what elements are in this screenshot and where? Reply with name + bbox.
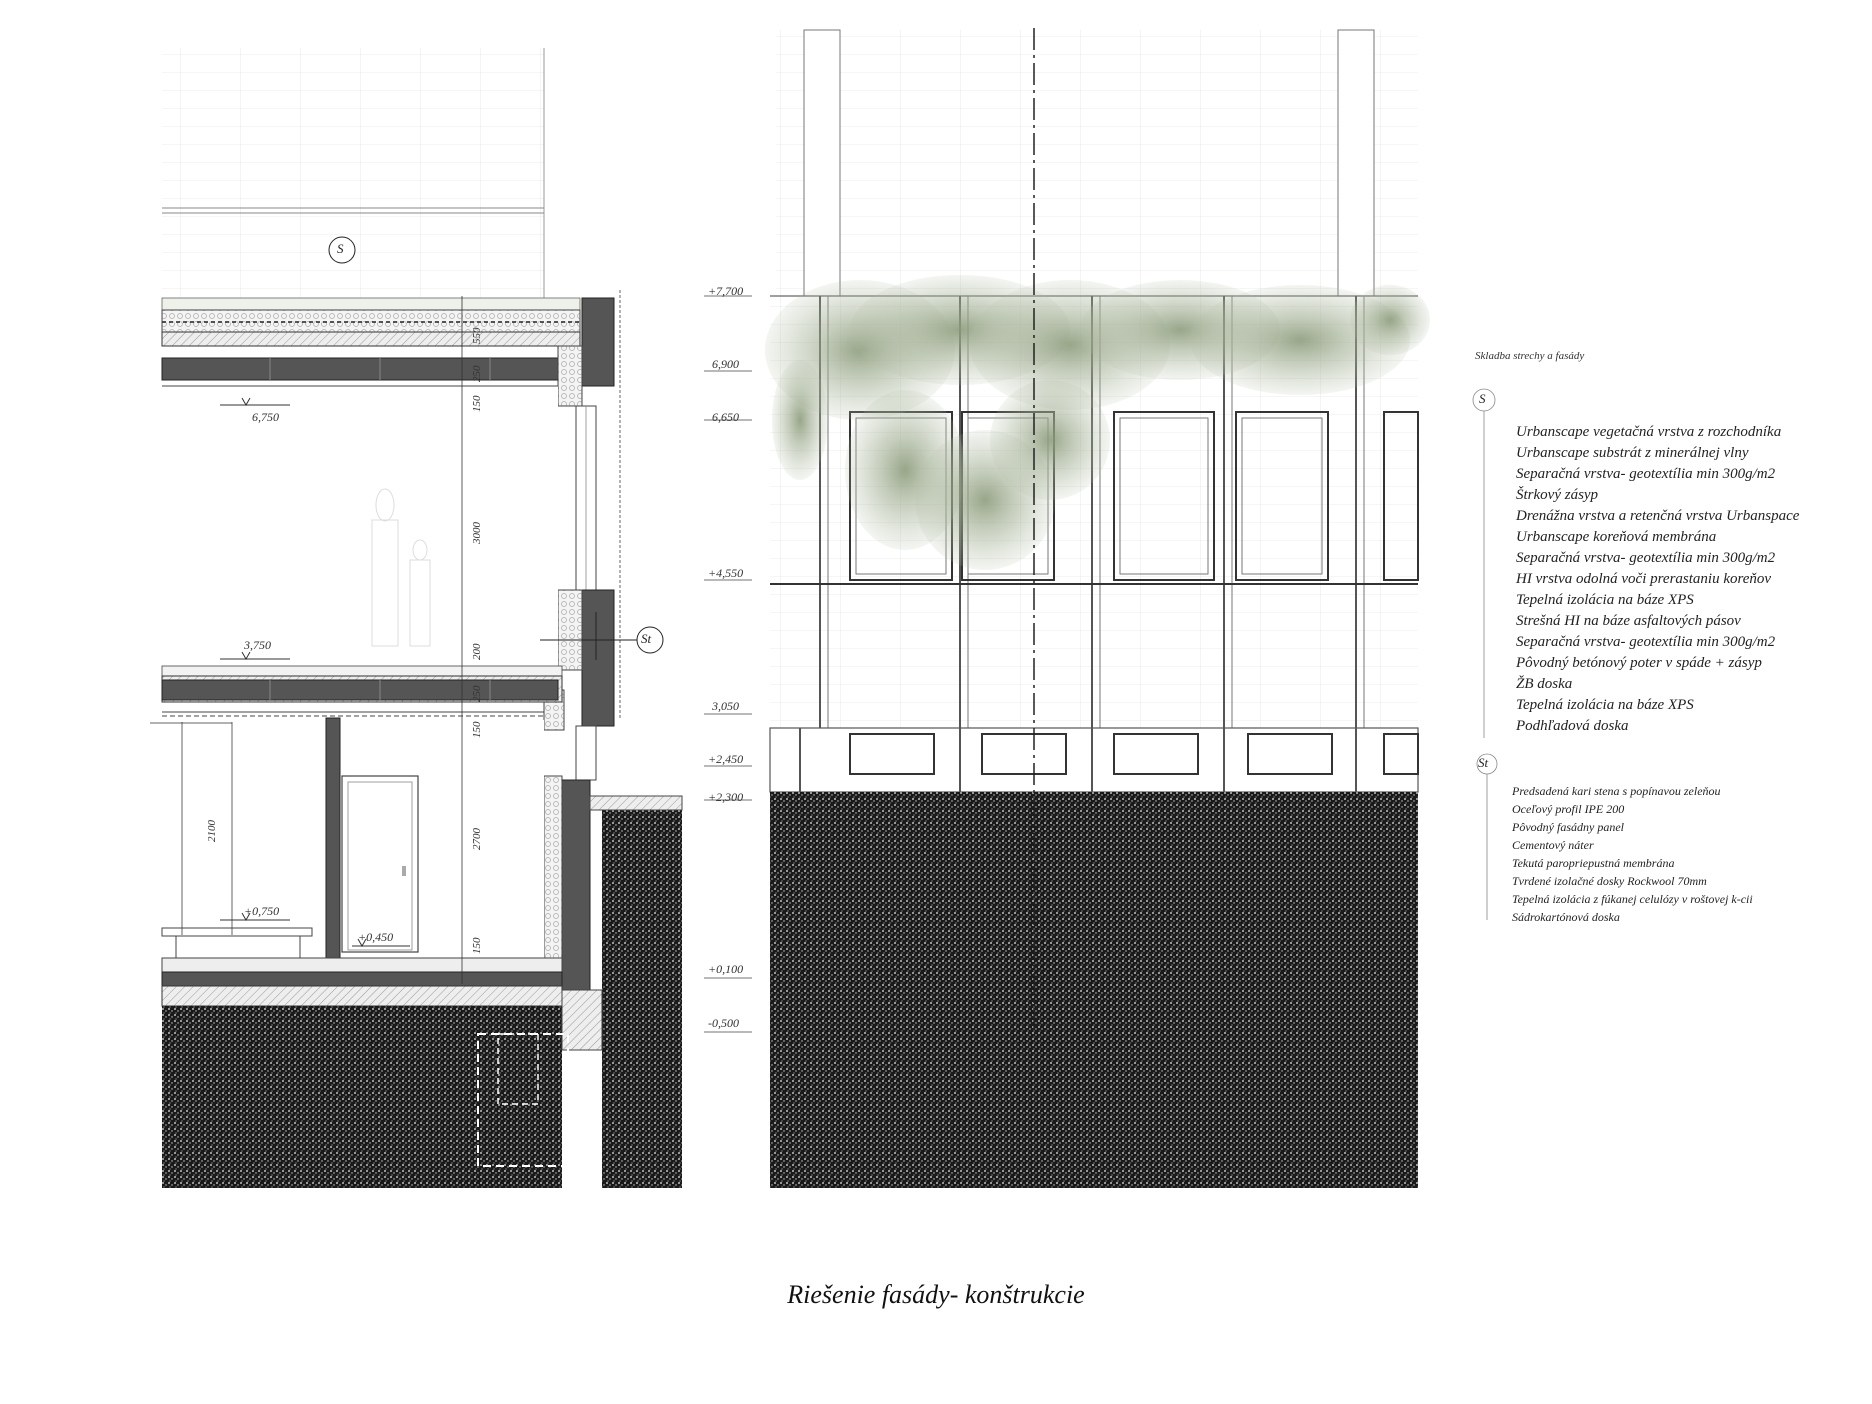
dimension-label: 2700 — [471, 828, 483, 850]
elevation-level-label: 6,900 — [712, 357, 739, 371]
legend-s-item: Strešná HI na báze asfaltových pásov — [1516, 613, 1741, 629]
legend-s-item: Tepelná izolácia na báze XPS — [1516, 697, 1694, 713]
roof-concrete-slab — [162, 358, 558, 380]
section-level-label: 3,750 — [244, 638, 271, 652]
legend-s-item: Separačná vrstva- geotextília min 300g/m2 — [1516, 550, 1776, 566]
legend-s-item: Separačná vrstva- geotextília min 300g/m2 — [1516, 634, 1776, 650]
building-section — [150, 48, 682, 1188]
dimension-label: 3000 — [471, 522, 483, 544]
legend-s-item: Urbanscape substrát z minerálnej vlny — [1516, 445, 1749, 461]
elevation-upper-pier-right — [1338, 30, 1374, 296]
section-upper-grid — [162, 48, 544, 298]
legend-s-item: HI vrstva odolná voči prerastaniu koreňov — [1516, 571, 1772, 587]
facade-elevation — [704, 28, 1430, 1188]
legend-title: Skladba strechy a fasády — [1475, 350, 1585, 362]
dimension-label: 250 — [471, 365, 483, 382]
legend-st-item: Predsadená kari stena s popínavou zeleňou — [1512, 784, 1721, 798]
legend-st-item: Tekutá paropriepustná membrána — [1512, 856, 1675, 870]
elevation-level-label: +2,450 — [708, 752, 744, 766]
legend-st-item: Pôvodný fasádny panel — [1512, 820, 1624, 834]
facade-wall-mid — [582, 590, 614, 726]
drawing-caption: Riešenie fasády- konštrukcie — [787, 1280, 1085, 1309]
legend-lines — [1473, 389, 1497, 920]
elevation-level-label: +7,700 — [708, 284, 744, 298]
elevation-level-label: +0,100 — [708, 962, 744, 976]
facade-wall-lower — [562, 780, 590, 990]
section-tag-s: S — [337, 241, 344, 256]
ground-floor-finish — [162, 958, 562, 972]
room-upper — [162, 386, 558, 666]
elevation-level-label: +2,300 — [708, 790, 744, 804]
section-level-label: +0,450 — [358, 930, 394, 944]
section-tag-st: St — [641, 631, 652, 646]
ground-slab — [162, 972, 562, 986]
legend-st-tag: St — [1478, 755, 1489, 770]
section-soil-beside — [602, 808, 682, 1188]
legend-s-item: Drenážna vrstva a retenčná vrstva Urbanspace — [1516, 508, 1800, 524]
legend-s-item: ŽB doska — [1516, 676, 1573, 692]
roof-slab — [162, 332, 580, 346]
section-level-label: +0,750 — [244, 904, 280, 918]
dimension-label: 200 — [471, 643, 483, 660]
legend-st-item: Cementový náter — [1512, 838, 1594, 852]
legend-s-item: Podhľadová doska — [1516, 718, 1629, 734]
legend-s-item: Tepelná izolácia na báze XPS — [1516, 592, 1694, 608]
legend-st-item: Tvrdené izolačné dosky Rockwool 70mm — [1512, 874, 1707, 888]
interior-door — [342, 776, 418, 952]
legend-st-item: Sádrokartónová doska — [1512, 910, 1620, 924]
elevation-upper-grid — [776, 30, 1418, 296]
dimension-label: 250 — [471, 685, 483, 702]
legend-st-item: Oceľový profil IPE 200 — [1512, 802, 1625, 816]
dimension-label: 150 — [471, 937, 483, 954]
facade-wall-upper — [582, 298, 614, 386]
legend-s-tag: S — [1479, 391, 1486, 406]
plinth-band — [770, 728, 1418, 792]
elevation-soil — [770, 792, 1418, 1188]
roof-vegetation-layer — [162, 298, 580, 310]
section-level-label: 6,750 — [252, 410, 279, 424]
dimension-label: 2100 — [206, 820, 218, 842]
legend-s-item: Urbanscape koreňová membrána — [1516, 529, 1717, 545]
elevation-level-label: -0,500 — [708, 1016, 739, 1030]
legend-s-item: Štrkový zásyp — [1516, 487, 1599, 503]
elevation-level-label: 3,050 — [712, 699, 739, 713]
dimension-label: 150 — [471, 721, 483, 738]
facade-window-lower — [576, 726, 596, 780]
elevation-level-label: 6,650 — [712, 410, 739, 424]
floor-finish-upper — [162, 666, 562, 676]
dimension-label: 550 — [471, 327, 483, 344]
dimension-label: 150 — [471, 395, 483, 412]
legend-st-item: Tepelná izolácia z fúkanej celulózy v roštovej k-cii — [1512, 892, 1753, 906]
interior-column — [326, 718, 340, 968]
legend-s-item: Pôvodný betónový poter v spáde + zásyp — [1516, 655, 1762, 671]
roof-substrate-layer — [162, 310, 580, 332]
legend-s-item: Urbanscape vegetačná vrstva z rozchodníka — [1516, 424, 1782, 440]
elevation-level-markers — [704, 296, 752, 1032]
elevation-level-label: +4,550 — [708, 566, 744, 580]
elevation-upper-pier-left — [804, 30, 840, 296]
legend-s-item: Separačná vrstva- geotextília min 300g/m2 — [1516, 466, 1776, 482]
